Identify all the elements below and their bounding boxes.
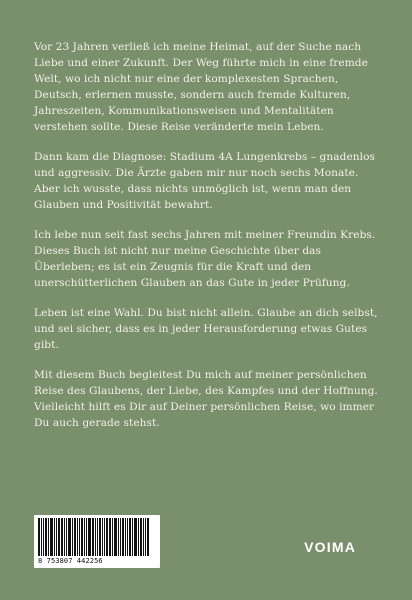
barcode-bars bbox=[38, 518, 156, 556]
barcode-bar bbox=[79, 518, 80, 556]
barcode-bar bbox=[74, 518, 76, 556]
barcode-bar bbox=[88, 518, 91, 556]
barcode-bar bbox=[45, 518, 47, 556]
barcode-bar bbox=[125, 518, 126, 556]
barcode-bar bbox=[95, 518, 96, 556]
barcode-bar bbox=[140, 518, 142, 556]
barcode-bar bbox=[77, 518, 78, 556]
blurb-paragraph-3: Ich lebe nun seit fast sechs Jahren mit meiner Freundin Krebs. Dieses Buch ist nicht nur meine Geschichte über das Überleben; es ist ein Zeugnis für die Kraft und den unerschütterlichen Glauben an das Gute in jeder Prüfung. bbox=[34, 229, 376, 289]
blurb-text bbox=[34, 39, 382, 445]
blurb-paragraph-4: Leben ist eine Wahl. Du bist nicht allein. Glaube an dich selbst, und sei sicher, dass es in jeder Herausforderung etwas Gutes gibt. bbox=[34, 307, 378, 351]
barcode-bar bbox=[48, 518, 49, 556]
blurb-paragraph-1: Vor 23 Jahren verließ ich meine Heimat, auf der Suche nach Liebe und einer Zukunft. Der Weg führte mich in eine fremde Welt, wo ich nicht nur eine der komplexesten Sprachen, Deutsch, erlernen musste, sondern auch fremde Kulturen, Jahreszeiten, Kommunikationsweisen und Mentalitäten verstehen sollte. Diese Reise veränderte mein Leben. bbox=[34, 41, 368, 133]
barcode-bar bbox=[61, 518, 63, 556]
barcode-bar bbox=[84, 518, 85, 556]
barcode-bar bbox=[138, 518, 139, 556]
barcode-bar bbox=[129, 518, 131, 556]
barcode-bar bbox=[122, 518, 124, 556]
publisher-logo: VOIMA bbox=[304, 539, 356, 555]
barcode-bar bbox=[132, 518, 133, 556]
barcode-bar bbox=[114, 518, 117, 556]
barcode-bar bbox=[145, 518, 146, 556]
barcode-bar bbox=[97, 518, 98, 556]
barcode-bar bbox=[68, 518, 71, 556]
blurb-paragraph-5: Mit diesem Buch begleitest Du mich auf meiner persönlichen Reise des Glaubens, der Liebe, des Kampfes und der Hoffnung. Vielleicht hilft es Dir auf Deiner persönlichen Reise, wo immer Du auch gerade stehst. bbox=[34, 369, 378, 429]
barcode-bar bbox=[112, 518, 113, 556]
barcode-bar bbox=[106, 518, 108, 556]
barcode-bar bbox=[127, 518, 128, 556]
barcode-bar bbox=[81, 518, 83, 556]
barcode-bar bbox=[118, 518, 119, 556]
isbn-barcode bbox=[34, 515, 160, 568]
barcode-bar bbox=[58, 518, 60, 556]
barcode-bar bbox=[120, 518, 121, 556]
barcode-bar bbox=[143, 518, 144, 556]
barcode-bar bbox=[56, 518, 57, 556]
barcode-number: 8 753807 442256 bbox=[38, 557, 103, 565]
barcode-bar bbox=[102, 518, 103, 556]
barcode-bar bbox=[50, 518, 53, 556]
barcode-bar bbox=[99, 518, 101, 556]
barcode-bar bbox=[72, 518, 73, 556]
barcode-bar bbox=[134, 518, 137, 556]
barcode-bar bbox=[54, 518, 55, 556]
barcode-bar bbox=[92, 518, 94, 556]
barcode-bar bbox=[147, 518, 149, 556]
barcode-bar bbox=[109, 518, 111, 556]
barcode-bar bbox=[64, 518, 65, 556]
barcode-bar bbox=[104, 518, 105, 556]
barcode-bar bbox=[43, 518, 44, 556]
barcode-bar bbox=[41, 518, 42, 556]
blurb-paragraph-2: Dann kam die Diagnose: Stadium 4A Lungenkrebs – gnadenlos und aggressiv. Die Ärzte gaben mir nur noch sechs Monate. Aber ich wusste, dass nichts unmöglich ist, wenn man den Glauben und Positivität bewahrt. bbox=[34, 151, 375, 211]
barcode-bar bbox=[86, 518, 87, 556]
barcode-bar bbox=[38, 518, 40, 556]
barcode-bar bbox=[66, 518, 67, 556]
